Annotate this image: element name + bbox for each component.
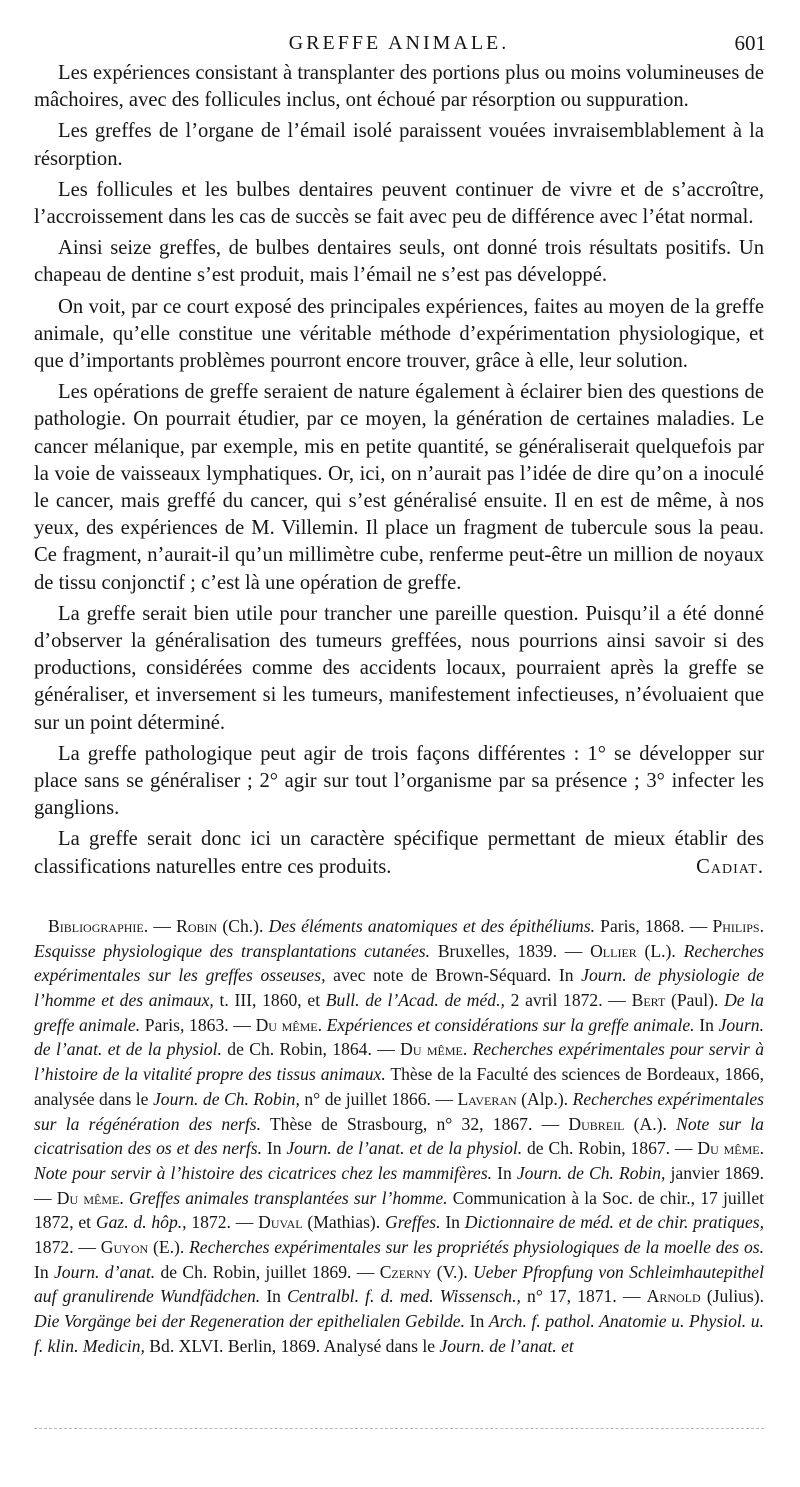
citation-title: Greffes animales transplantées sur l’homme. xyxy=(128,1187,448,1208)
citation-title: Journ. d’anat. xyxy=(54,1261,156,1282)
citation-text: In xyxy=(694,1014,719,1035)
citation-text: (Alp.). xyxy=(516,1088,573,1109)
citation-text: n° 17, 1871. — xyxy=(520,1286,647,1307)
citation-author: Laveran xyxy=(457,1088,517,1109)
paragraph: Ainsi seize greffes, de bulbes dentaires seuls, ont donné trois résultats positifs. Un chapeau de dentine s’est produit, mais l’émail ne s’est pas développé. xyxy=(34,237,764,287)
citation-title: Gaz. d. hôp., xyxy=(95,1212,187,1233)
citation-text: In xyxy=(262,1138,287,1159)
citation-title: Note sur la cicatrisation des os et des nerfs. xyxy=(34,1113,764,1159)
citation-text: 2 avril 1872. — xyxy=(504,990,632,1010)
citation-title: Centralbl. f. d. med. Wissensch., xyxy=(287,1286,521,1307)
citation-author: Dubreil xyxy=(568,1113,625,1134)
citation-text: (Paul). xyxy=(665,990,725,1010)
citation-author: Guyon xyxy=(100,1237,149,1258)
citation-text: janvier 1869. — xyxy=(34,1162,764,1208)
citation-author: Czerny xyxy=(379,1261,432,1282)
citation-text: Paris, 1868. — xyxy=(594,915,713,936)
closing-text: La greffe serait donc ici un caractère spécifique permettant de mieux établir des classifications naturelles entre ces produits. xyxy=(34,828,764,878)
citation-text: (Mathias). xyxy=(302,1212,385,1233)
author-signature: Cadiat. xyxy=(696,855,764,878)
citation-title: Journ. de l’anat. et xyxy=(439,1335,574,1356)
citation-text: 1872. — xyxy=(186,1212,259,1233)
bibliography xyxy=(34,914,764,1359)
citation-author: Ollier xyxy=(590,940,637,961)
citation-text: Thèse de la Faculté des sciences de Bordeaux, 1866, analysée dans le xyxy=(34,1064,764,1109)
citation-title: Bull. de l’Acad. de méd., xyxy=(325,990,505,1010)
citation-title: Recherches expérimentales sur les propriétés physiologiques de la moelle des os. xyxy=(189,1237,764,1258)
paragraph: Les opérations de greffe seraient de nature également à éclairer bien des questions de pathologie. On pourrait étudier, par ce moyen, la génération de certaines maladies. Le cancer mélanique, par exemple, mis en petite quantité, se généraliserait quelquefois par la voie de vaisseaux lymphatiques. Or, ici, on n’aurait pas l’idée de dire qu’on a inoculé le cancer, mais greffé du cancer, qui s’est généralisé ensuite. Il en est de même, à nos yeux, des expériences de M. Villemin. Il place un fragment de tubercule sous la peau. Ce fragment, n’aurait-il qu’un millimètre cube, renferme peut-être un million de noyaux de tissu conjonctif ; c’est là une opération de greffe. xyxy=(34,381,764,594)
closing-paragraph xyxy=(34,826,764,880)
citation-author: Du même. xyxy=(255,1014,322,1035)
citation-text: Bruxelles, 1839. — xyxy=(430,940,591,961)
citation-text: Paris, 1863. — xyxy=(140,1014,256,1035)
citation-text: avec note de Brown-Séquard. In xyxy=(325,965,582,986)
citation-author: Du même. xyxy=(400,1039,468,1060)
citation-title: De la greffe animale. xyxy=(34,990,764,1035)
citation-text: Communication à la Soc. de chir., 17 juillet 1872, et xyxy=(34,1187,765,1233)
citation-author: Duval xyxy=(258,1212,303,1233)
running-head xyxy=(34,28,764,58)
citation-title: Note pour servir à l’histoire des cicatrices chez les mammifères. xyxy=(34,1162,493,1183)
citation-text: In xyxy=(440,1212,465,1233)
citation-title: Die Vorgänge bei der Regeneration der epithelialen Gebilde. xyxy=(34,1311,465,1332)
citation-text: (Julius). xyxy=(700,1286,764,1307)
paragraph: Les expériences consistant à transplanter des portions plus ou moins volumineuses de mâchoires, avec des follicules inclus, ont échoué par résorption ou suppuration. xyxy=(34,62,764,112)
citation-text: (Ch.). xyxy=(217,915,269,936)
footer-rule xyxy=(34,1428,764,1429)
running-title: GREFFE ANIMALE. xyxy=(288,32,510,54)
citation-text: In xyxy=(464,1311,489,1332)
citation-author: Du même. xyxy=(56,1187,124,1208)
citation-title: Des éléments anatomiques et des épithéliums. xyxy=(268,915,595,936)
citation-title: Recherches expérimentales sur la régénération des nerfs. xyxy=(34,1088,764,1134)
citation-title: Expériences et considérations sur la greffe animale. xyxy=(326,1014,695,1035)
citation-text: In xyxy=(260,1286,288,1307)
citation-title: Journ. de l’anat. et de la physiol. xyxy=(34,1014,764,1060)
citation-text: de Ch. Robin, juillet 1869. — xyxy=(155,1261,380,1282)
citation-title: Greffes. xyxy=(384,1212,441,1233)
citation-title: Esquisse physiologique des transplantations cutanées. xyxy=(34,940,431,961)
citation-text: (E.). xyxy=(148,1237,190,1258)
citation-text: de Ch. Robin, 1864. — xyxy=(221,1039,401,1060)
citation-text: In xyxy=(34,1261,54,1282)
citation-text: Thèse de Strasbourg, n° 32, 1867. — xyxy=(261,1113,569,1134)
citation-author: Philips. xyxy=(712,915,764,936)
citation-text: (V.). xyxy=(431,1261,474,1282)
paragraph: On voit, par ce court exposé des principales expériences, faites au moyen de la greffe animale, qu’elle constitue une véritable méthode d’expérimentation physiologique, et que d’importants problèmes pourront encore trouver, grâce à elle, leur solution. xyxy=(34,295,764,373)
citation-text: 1872. — xyxy=(34,1237,101,1258)
citation-title: Recherches expérimentales sur les greffes osseuses, xyxy=(34,940,765,986)
citation-text: t. III, 1860, et xyxy=(213,990,326,1010)
paragraph: La greffe pathologique peut agir de trois façons différentes : 1° se développer sur place sans se généraliser ; 2° agir sur tout l’organisme par sa présence ; 3° infecter les ganglions. xyxy=(34,742,764,820)
citation-text: Bd. XLVI. Berlin, 1869. Analysé dans le xyxy=(144,1335,440,1356)
page-number: 601 xyxy=(734,31,766,55)
citation-title: Arch. f. pathol. Anatomie u. Physiol. u. f. klin. Medicin, xyxy=(34,1311,764,1356)
citation-title: Journ. de Ch. Robin, xyxy=(152,1088,300,1109)
citation-text: (A.). xyxy=(624,1113,677,1134)
citation-text: (L.). xyxy=(636,940,684,961)
citation-author: Bibliographie. xyxy=(48,915,149,936)
citation-text: In xyxy=(492,1162,517,1183)
paragraph: La greffe serait bien utile pour trancher une pareille question. Puisqu’il a été donné d’observer la généralisation des tumeurs greffées, nous pourrions ainsi savoir si des productions, considérées comme des accidents locaux, pourraient après la greffe se généraliser, et inversement si les tumeurs, manifestement infectieuses, n’évoluaient que sur un point déterminé. xyxy=(34,602,764,734)
citation-author: Arnold xyxy=(646,1286,701,1307)
citation-author: Bert xyxy=(631,990,666,1010)
main-text xyxy=(34,60,764,881)
citation-author: Du même. xyxy=(697,1138,764,1159)
citation-title: Ueber Pfropfung von Schleimhautepithel auf granulirende Wundfädchen. xyxy=(34,1261,764,1307)
citation-text: n° de juillet 1866. — xyxy=(299,1088,458,1109)
citation-text: de Ch. Robin, 1867. — xyxy=(522,1138,698,1159)
citation-text: — xyxy=(148,915,177,936)
citation-title: Journ. de physiologie de l’homme et des animaux, xyxy=(34,965,764,1010)
paragraph: Les greffes de l’organe de l’émail isolé paraissent vouées invraisemblablement à la résorption. xyxy=(34,120,764,170)
citation-title: Journ. de Ch. Robin, xyxy=(516,1162,666,1183)
citation-title: Journ. de l’anat. et de la physiol. xyxy=(286,1138,523,1159)
citation-author: Robin xyxy=(176,915,218,936)
paragraph: Les follicules et les bulbes dentaires peuvent continuer de vivre et de s’accroître, l’accroissement dans les cas de succès se fait avec peu de différence avec l’état normal. xyxy=(34,178,764,229)
citation-title: Dictionnaire de méd. et de chir. pratiques, xyxy=(464,1212,765,1233)
citation-title: Recherches expérimentales pour servir à l’histoire de la vitalité propre des tissus animaux. xyxy=(34,1039,764,1085)
